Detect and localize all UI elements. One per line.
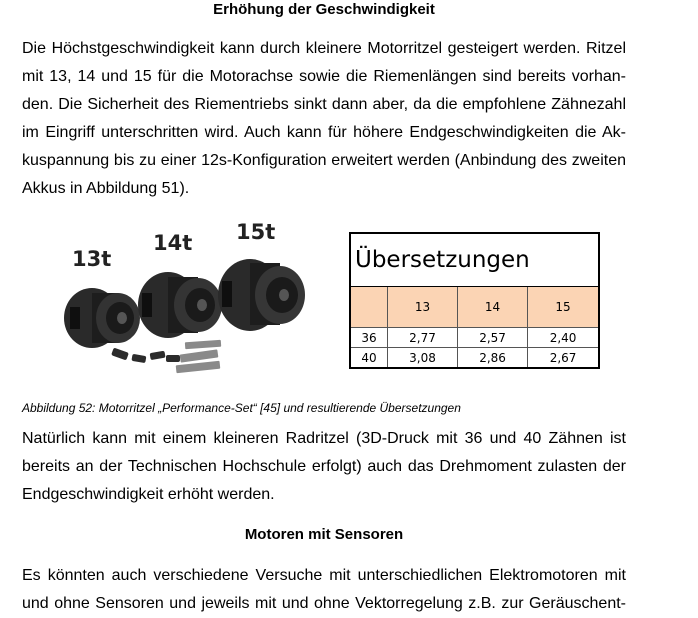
text-line: kuspannung bis zu einer 12s-Konfiguration erweitert werden (Anbindung des zweiten	[22, 152, 626, 169]
ratio-table	[349, 232, 600, 369]
table-col-header: 13	[388, 287, 458, 328]
text-line: bereits an der Technischen Hochschule erfolgt) auch das Drehmoment zulasten der	[22, 458, 626, 475]
pulley-13t	[64, 288, 140, 348]
table-title: Übersetzungen	[350, 233, 599, 287]
table-col-header: 15	[528, 287, 599, 328]
shaft-keys	[176, 340, 222, 374]
paragraph-motors	[22, 562, 626, 618]
table-cell: 2,86	[458, 348, 528, 369]
paragraph-torque	[22, 425, 626, 509]
set-screws	[111, 348, 180, 364]
pulley-14t	[138, 272, 222, 338]
pulleys-photo	[50, 215, 310, 385]
figure-caption: Abbildung 52: Motorritzel „Performance-Set“ [45] und resultierende Übersetzungen	[22, 401, 461, 415]
table-corner-cell	[350, 287, 388, 328]
text-line: den. Die Sicherheit des Riementriebs sinkt dann aber, da die empfohlene Zähnezahl	[22, 96, 626, 113]
table-row	[350, 348, 599, 369]
section-heading-speed: Erhöhung der Geschwindigkeit	[213, 1, 435, 18]
table-cell: 2,40	[528, 328, 599, 348]
paragraph-speed	[22, 35, 626, 203]
text-line: und ohne Sensoren und jeweils mit und ohne Vektorregelung z.B. zur Geräuschent-	[22, 595, 626, 612]
text-line: Die Höchstgeschwindigkeit kann durch kleinere Motorritzel gesteigert werden. Ritzel	[22, 40, 626, 57]
table-row-header: 36	[350, 328, 388, 348]
text-line: im Eingriff unterschritten wird. Auch kann für höhere Endgeschwindigkeiten die Ak-	[22, 124, 626, 141]
text-line: mit 13, 14 und 15 für die Motorachse sowie die Riemenlängen sind bereits vorhan-	[22, 68, 626, 85]
table-cell: 3,08	[388, 348, 458, 369]
table-cell: 2,67	[528, 348, 599, 369]
section-heading-motors: Motoren mit Sensoren	[244, 526, 404, 543]
pulley-label-15t: 15t	[236, 220, 276, 244]
table-row-header: 40	[350, 348, 388, 369]
pulley-15t	[218, 259, 305, 331]
pulley-figure	[50, 215, 310, 385]
table-row	[350, 328, 599, 348]
text-line: Endgeschwindigkeit erhöht werden.	[22, 486, 275, 503]
table-cell: 2,57	[458, 328, 528, 348]
text-line: Akkus in Abbildung 51).	[22, 180, 190, 197]
text-line: Natürlich kann mit einem kleineren Radritzel (3D-Druck mit 36 und 40 Zähnen ist	[22, 430, 626, 447]
pulley-label-14t: 14t	[153, 231, 193, 255]
table-col-header: 14	[458, 287, 528, 328]
pulley-label-13t: 13t	[72, 247, 112, 271]
table-cell: 2,77	[388, 328, 458, 348]
text-line: Es könnten auch verschiedene Versuche mit unterschiedlichen Elektromotoren mit	[22, 567, 626, 584]
table-header-row	[350, 287, 599, 328]
